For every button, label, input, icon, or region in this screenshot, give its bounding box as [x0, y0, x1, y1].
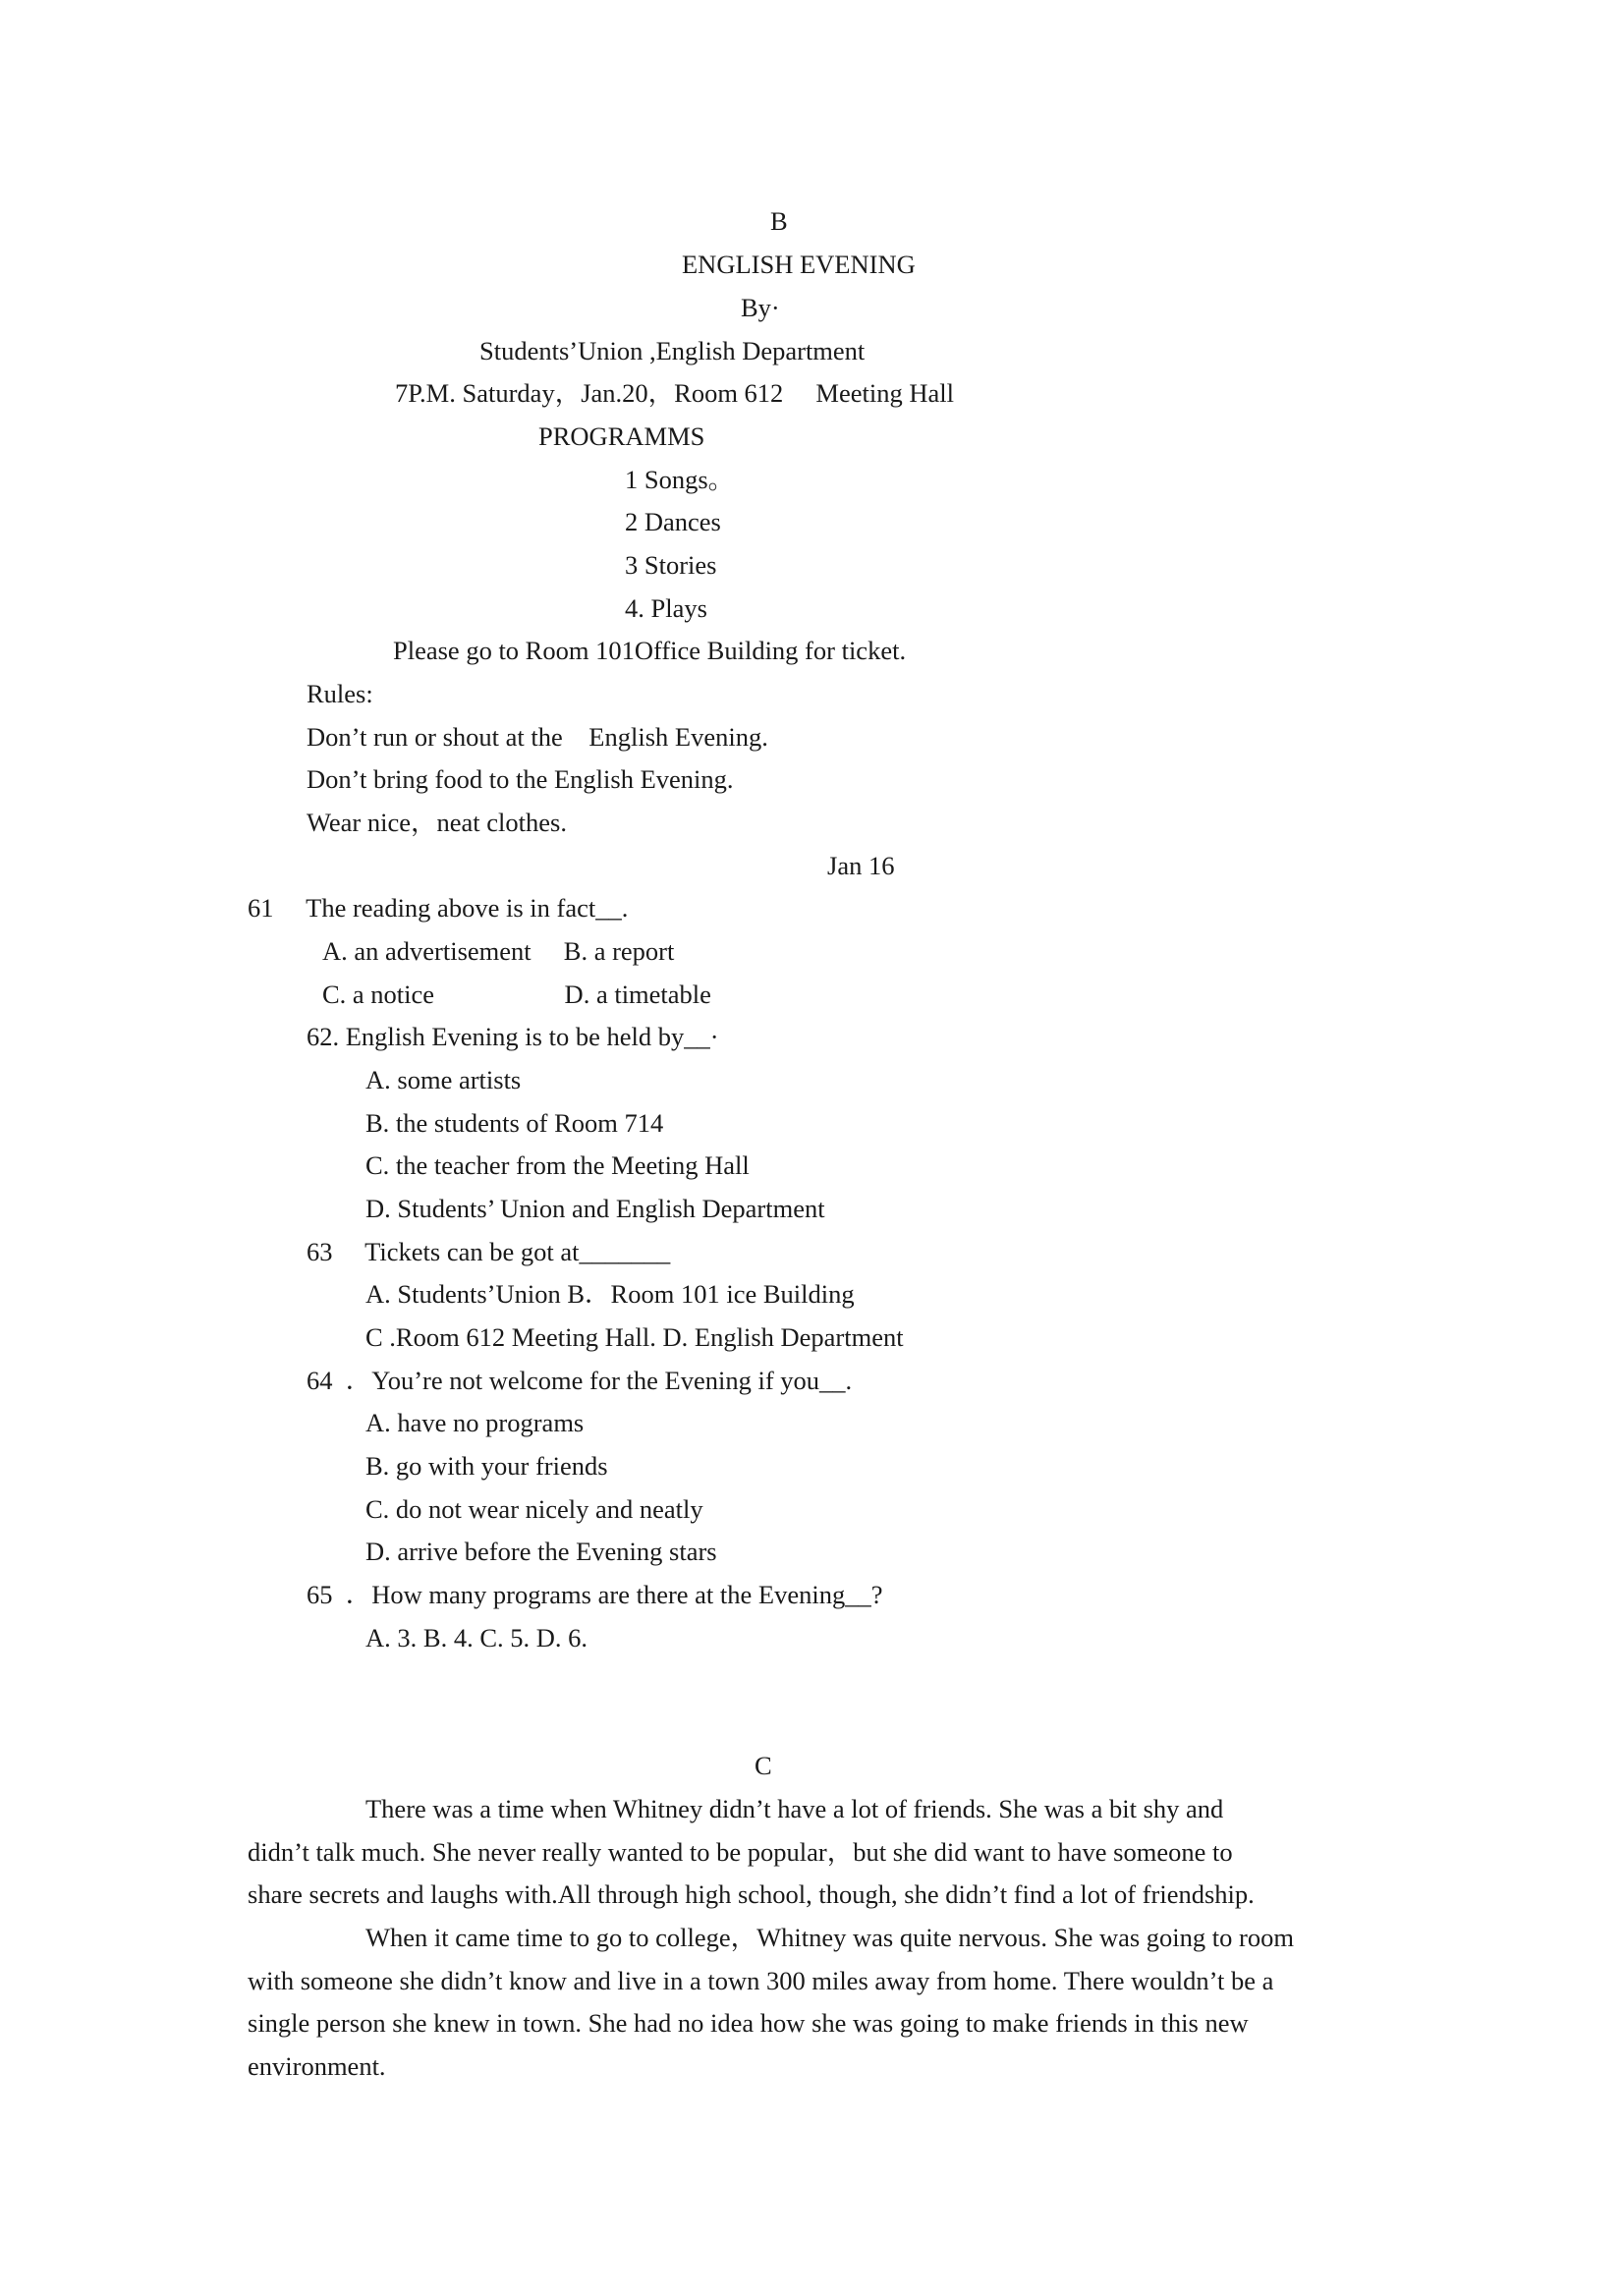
question-63-options: C .Room 612 Meeting Hall. D. English Department: [365, 1322, 904, 1352]
question-62-option: A. some artists: [365, 1065, 522, 1094]
notice-title: ENGLISH EVENING: [682, 250, 916, 279]
passage-line: single person she knew in town. She had no idea how she was going to make friends in this new: [248, 2008, 1249, 2038]
question-64-option: D. arrive before the Evening stars: [365, 1537, 717, 1566]
rules-heading: Rules:: [307, 679, 373, 708]
program-item: 3 Stories: [625, 550, 717, 580]
passage-line: environment.: [248, 2051, 386, 2081]
rule-item: Don’t bring food to the English Evening.: [307, 764, 734, 794]
program-item: 1 Songs。: [625, 465, 735, 494]
program-item: 4. Plays: [625, 593, 707, 623]
passage-line: share secrets and laughs with.All through high school, though, she didn’t find a lot of friendship.: [248, 1879, 1255, 1909]
question-62-option: C. the teacher from the Meeting Hall: [365, 1150, 750, 1180]
question-62-option: D. Students’ Union and English Department: [365, 1194, 825, 1223]
programs-heading: PROGRAMMS: [538, 421, 705, 451]
question-64-option: B. go with your friends: [365, 1451, 608, 1481]
question-62-option: B. the students of Room 714: [365, 1108, 664, 1138]
passage-line: When it came time to go to college，Whitney was quite nervous. She was going to room: [365, 1923, 1294, 1952]
rule-item: Don’t run or shout at the English Evening.: [307, 722, 768, 752]
notice-time-place: 7P.M. Saturday，Jan.20，Room 612 Meeting Hall: [395, 378, 954, 408]
question-64-stem: 64 ．You’re not welcome for the Evening if you__.: [307, 1366, 853, 1395]
notice-date: Jan 16: [827, 851, 895, 880]
question-65-stem: 65 ．How many programs are there at the Evening__?: [307, 1580, 883, 1609]
question-62-stem: 62. English Evening is to be held by__·: [307, 1022, 719, 1051]
question-61-stem: 61 The reading above is in fact__.: [248, 893, 629, 923]
question-64-option: C. do not wear nicely and neatly: [365, 1494, 703, 1524]
section-b-letter: B: [770, 206, 788, 236]
passage-line: There was a time when Whitney didn’t have a lot of friends. She was a bit shy and: [365, 1794, 1224, 1823]
passage-line: didn’t talk much. She never really wanted to be popular，but she did want to have someone to: [248, 1837, 1233, 1867]
program-item: 2 Dances: [625, 507, 721, 536]
notice-organizers: Students’Union ,English Department: [479, 336, 866, 365]
question-61-options: A. an advertisement B. a report: [322, 936, 675, 966]
rule-item: Wear nice，neat clothes.: [307, 808, 567, 837]
question-61-options: C. a notice D. a timetable: [322, 980, 711, 1009]
ticket-info: Please go to Room 101Office Building for ticket.: [393, 636, 907, 665]
question-65-options: A. 3. B. 4. C. 5. D. 6.: [365, 1623, 588, 1652]
question-63-options: A. Students’Union B．Room 101 ice Building: [365, 1279, 855, 1309]
question-64-option: A. have no programs: [365, 1408, 585, 1437]
question-63-stem: 63 Tickets can be got at_______: [307, 1237, 671, 1266]
passage-line: with someone she didn’t know and live in a town 300 miles away from home. There wouldn’t be a: [248, 1966, 1274, 1995]
section-c-letter: C: [755, 1751, 772, 1780]
notice-by: By·: [741, 293, 780, 322]
